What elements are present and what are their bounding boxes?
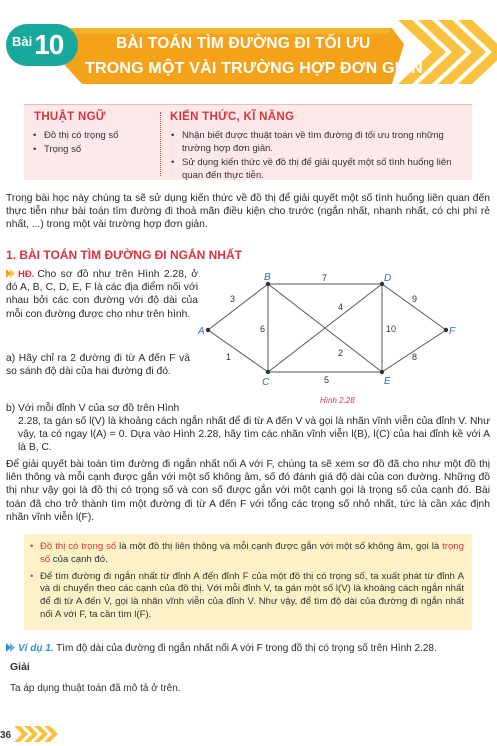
edge-ef xyxy=(382,330,446,372)
node-label-c: C xyxy=(262,377,270,388)
node-label-e: E xyxy=(384,376,391,387)
term-weight: trọng số xyxy=(40,541,464,565)
activity-tag: HĐ. xyxy=(18,269,35,280)
skill-item: • Sử dụng kiến thức về đồ thị để giải quyết một số tình huống liên quan đến thực tiễn. xyxy=(170,156,452,182)
node-e-dot xyxy=(380,370,384,374)
objectives-divider xyxy=(160,112,161,176)
term-item: • Đồ thị có trọng số xyxy=(32,129,156,142)
figure-caption: Hình 2.28 xyxy=(320,396,355,405)
weight-cd: 4 xyxy=(338,302,344,312)
activity-item-a: a) Hãy chỉ ra 2 đường đi từ A đến F và so sánh độ dài của hai đường đi đó. xyxy=(6,353,190,378)
weight-bd: 7 xyxy=(322,273,328,283)
example-text: Tìm độ dài của đường đi ngắn nhất nối A với F trong đồ thị có trọng số trên Hình 2.28. xyxy=(56,643,437,654)
definition-end: của cạnh đó. xyxy=(50,553,108,565)
term-item: • Trọng số xyxy=(32,143,156,156)
lesson-badge xyxy=(6,24,78,66)
node-f-dot xyxy=(444,328,448,332)
skills-heading: KIẾN THỨC, KĨ NĂNG xyxy=(170,111,295,123)
key-points-list xyxy=(24,541,464,626)
edge-ab xyxy=(208,284,268,330)
activity-item-b-rest: 2.28, ta gán số l(V) là khoảng cách ngắn nhất để đi từ A đến V và gọi là nhãn vĩnh viễn của đỉnh V. Như vậy, ta có ngay l(A) = 0. Dựa vào Hình 2.28, hãy tìm các nhãn vĩnh viễn l(B), l(C) của hai đỉnh kề với A là B, C. xyxy=(18,416,490,454)
weight-ab: 3 xyxy=(230,294,236,304)
lesson-title-line1: BÀI TOÁN TÌM ĐƯỜNG ĐI TỐI ƯU xyxy=(116,35,371,52)
weight-be: 2 xyxy=(338,348,344,358)
weight-ef: 8 xyxy=(412,352,418,362)
skills-list xyxy=(170,129,452,183)
lesson-number: 10 xyxy=(34,29,64,60)
node-c-dot xyxy=(266,370,270,374)
skill-item: • Nhận biết được thuật toán về tìm đường đi tối ưu trong những trường hợp đơn giản. xyxy=(170,129,452,155)
weight-ce: 5 xyxy=(324,375,330,385)
arrow-right-icon xyxy=(6,269,16,278)
explanation-paragraph: Để giải quyết bài toán tìm đường đi ngắn nhất nối A với F, chúng ta sẽ xem sơ đồ đã cho như một đồ thị liên thông và mỗi cạnh được gắn với một số không âm, số đó đánh giá độ dài của con đường. Những đồ thị như vậy gọi là đồ thị có trọng số và con số được gắn với một cạnh gọi là trọng số của cạnh đó. Bài toán đã cho trở thành tìm một đường đi từ A đến F với tổng các trọng số nhỏ nhất, tức là cần xác định nhãn vĩnh viễn l(F). xyxy=(6,459,490,523)
weight-df: 9 xyxy=(412,294,418,304)
arrow-right-icon xyxy=(6,643,16,652)
term-weighted-graph: Đồ thị có trọng số xyxy=(40,541,117,552)
activity-item-b-line1: b) Với mỗi đỉnh V của sơ đồ trên Hình xyxy=(6,403,180,414)
solution-text: Ta áp dụng thuật toán đã mô tả ở trên. xyxy=(10,683,181,694)
key-point-definition xyxy=(24,541,464,567)
lesson-title-line2: TRONG MỘT VÀI TRƯỜNG HỢP ĐƠN GIẢN xyxy=(85,60,423,77)
activity-intro xyxy=(6,268,198,321)
example-heading xyxy=(6,643,437,654)
weighted-graph-figure xyxy=(198,272,460,410)
example-label: Ví dụ 1. xyxy=(18,643,54,654)
terms-heading: THUẬT NGỮ xyxy=(34,111,106,123)
weight-ac: 1 xyxy=(226,352,232,362)
node-label-a: A xyxy=(198,326,205,337)
terms-list xyxy=(32,129,156,157)
weight-de: 10 xyxy=(386,324,397,334)
lesson-header xyxy=(0,0,497,88)
edge-ac xyxy=(208,330,268,372)
weight-bc: 6 xyxy=(260,324,266,334)
page-chevron-decoration xyxy=(14,724,74,744)
node-a-dot xyxy=(206,328,210,332)
node-label-b: B xyxy=(264,272,271,283)
solution-label: Giải xyxy=(10,661,30,673)
node-label-f: F xyxy=(449,326,456,337)
page-number: 36 xyxy=(0,730,12,741)
node-label-d: D xyxy=(384,273,392,284)
intro-paragraph: Trong bài học này chúng ta sẽ sử dụng kiến thức về đồ thị để giải quyết một số tình huống liên quan đến thực tiễn như bài toán tìm đường đi thoả mãn điều kiện cho trước (ngắn nhất, nhanh nhất, có chi phí rẻ nhất, ...) trong một vài trường hợp đơn giản. xyxy=(6,193,490,231)
definition-text: là một đồ thị liên thông và mỗi cạnh được gắn với một số không âm, gọi là xyxy=(116,541,443,552)
lesson-word: Bài xyxy=(12,33,33,49)
activity-text: Cho sơ đồ như trên Hình 2.28, ở đó A, B, C, D, E, F là các địa điểm nối với nhau bởi các con đường với độ dài của mỗi con đường được cho như trên hình. xyxy=(6,269,198,320)
key-point-algorithm: • Để tìm đường đi ngắn nhất từ đỉnh A đến đỉnh F của một đồ thị có trọng số, ta xuất phát từ đỉnh A và di chuyển theo các cạnh của đồ thị. Với mỗi đỉnh V, ta gán một số l(V) là khoảng cách ngắn nhất để đi từ A đến V, gọi là nhãn vĩnh viễn của đỉnh V. Như vậy, để tìm độ dài của đường đi ngắn nhất nối A với F, ta cần tìm l(F). xyxy=(24,571,464,622)
section-heading: 1. BÀI TOÁN TÌM ĐƯỜNG ĐI NGẮN NHẤT xyxy=(6,248,242,262)
